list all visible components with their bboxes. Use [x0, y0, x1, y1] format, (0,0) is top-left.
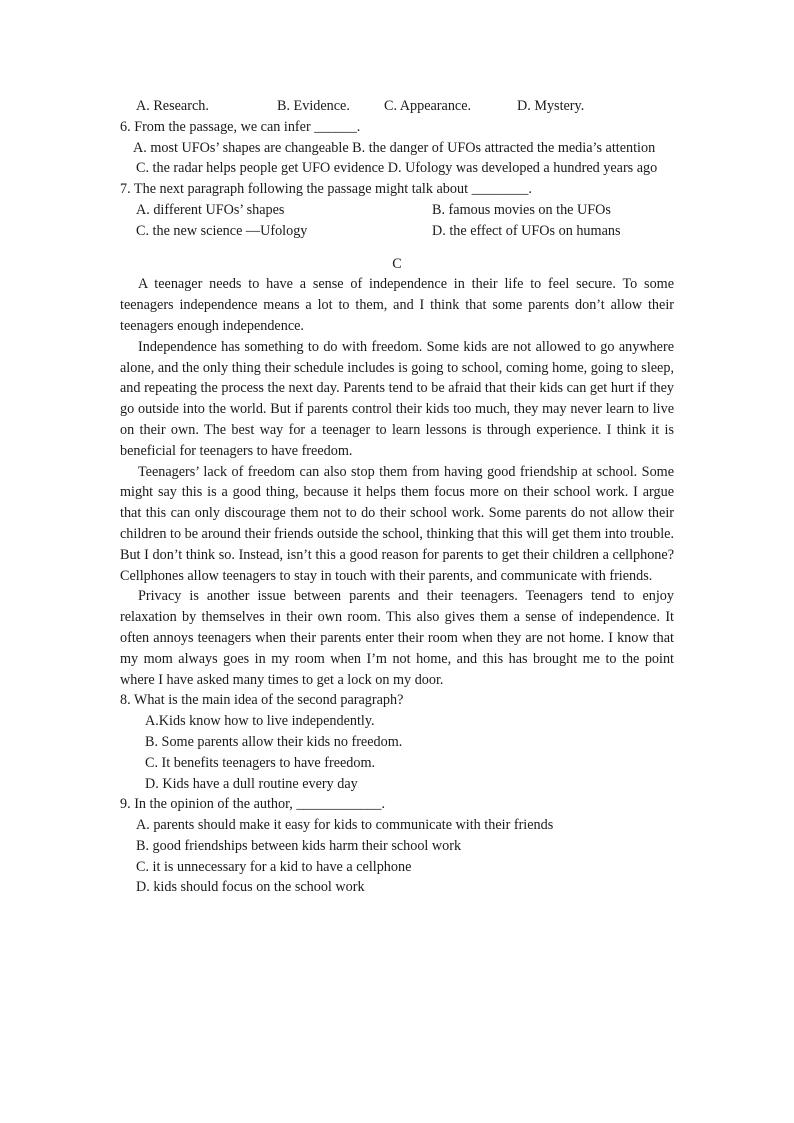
q5-option-c: C. Appearance. — [384, 98, 472, 114]
q5-options — [120, 96, 674, 117]
q8-option-b: B. Some parents allow their kids no freedom. — [145, 733, 403, 750]
q6-options-ab: A. most UFOs’ shapes are changeable B. the danger of UFOs attracted the media’s attention — [133, 139, 656, 156]
q7-stem: 7. The next paragraph following the passage might talk about ________. — [120, 181, 532, 198]
q7-option-c: C. the new science —Ufology — [136, 222, 308, 239]
paragraph-4: Privacy is another issue between parents and their teenagers. Teenagers tend to enjoy relaxation by themselves in their own room. This also gives them a sense of independence. It often annoys teenagers when their parents enter their room when they are not home. I know that my mom always goes in my room when I’m not home, and this has brought me to the point where I have asked many times to get a lock on my door. — [120, 588, 674, 688]
q9-option-c: C. it is unnecessary for a kid to have a cellphone — [136, 858, 412, 875]
paragraph-3: Teenagers’ lack of freedom can also stop them from having good friendship at school. Some might say this is a good thing, because it helps them focus more on their school work. I argue that this can only discourage them not to do their school work. Some parents do not allow their children to be around their friends outside the school, thinking that this will get them into trouble. But I don’t think so. Instead, isn’t this a good reason for parents to get their children a cellphone? Cellphones allow teenagers to stay in touch with their parents, and communicate with friends. — [120, 463, 674, 584]
q7-option-d: D. the effect of UFOs on humans — [432, 222, 621, 239]
q5-option-a: A. Research. — [136, 98, 209, 114]
q9-option-b: B. good friendships between kids harm their school work — [136, 837, 462, 854]
q7-option-a: A. different UFOs’ shapes — [136, 201, 285, 218]
page-content — [120, 96, 674, 898]
q6-options-cd: C. the radar helps people get UFO evidence D. Ufology was developed a hundred years ago — [136, 160, 658, 177]
q7-options-row-1 — [120, 200, 674, 221]
q8-option-c: C. It benefits teenagers to have freedom. — [145, 754, 376, 771]
q5-option-b: B. Evidence. — [277, 98, 350, 114]
paragraph-2: Independence has something to do with freedom. Some kids are not allowed to go anywhere alone, and the only thing their schedule includes is going to school, coming home, going to sleep, and repeating the process the next day. Parents tend to be afraid that their kids can get hurt if they go outside into the world. But if parents control their kids too much, they may never learn to live on their own. The best way for a teenager to learn lessons is through experience. I think it is beneficial for teenagers to have freedom. — [120, 338, 674, 459]
q8-option-d: D. Kids have a dull routine every day — [145, 775, 358, 792]
section-label: C — [392, 255, 402, 272]
q5-option-d: D. Mystery. — [517, 98, 585, 114]
q9-option-d: D. kids should focus on the school work — [136, 879, 365, 896]
q9-stem: 9. In the opinion of the author, ____________. — [120, 796, 386, 813]
q7-options-row-2 — [120, 221, 674, 242]
q9-option-a: A. parents should make it easy for kids to communicate with their friends — [136, 817, 554, 834]
paragraph-1: A teenager needs to have a sense of independence in their life to feel secure. To some teenagers independence means a lot to them, and I think that some parents don’t allow their teenagers enough independence. — [120, 276, 674, 334]
q7-option-b: B. famous movies on the UFOs — [432, 201, 611, 218]
q6-stem: 6. From the passage, we can infer ______. — [120, 118, 361, 135]
q8-option-a: A.Kids know how to live independently. — [145, 713, 375, 730]
q8-stem: 8. What is the main idea of the second paragraph? — [120, 692, 404, 709]
